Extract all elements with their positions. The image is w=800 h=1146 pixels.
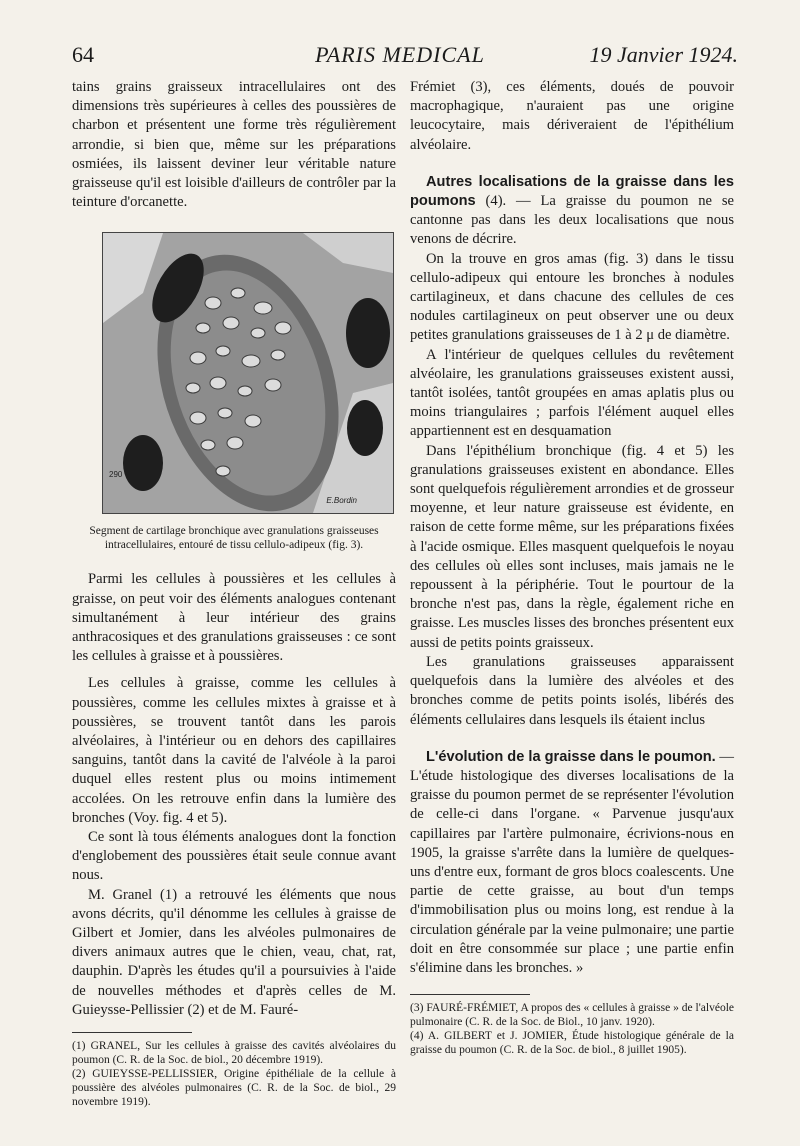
section-paragraph (410, 748, 734, 978)
paragraph: Parmi les cellules à poussières et les cellules à graisse, on peut voir des éléments analogues contenant simultanément à leur intérieur des grains anthracosiques et des granulations graisseuses : ce sont les cellules à graisse et à poussières. (72, 571, 396, 665)
paragraph: A l'intérieur de quelques cellules du revêtement alvéolaire, les granulations graisseuses existent aussi, tantôt isolées, tantôt groupées en amas aplatis plus ou moins triangulaires ; parfois l'élément auquel elles appartiennent est en desquamation (410, 346, 734, 440)
journal-title: PARIS MEDICAL (315, 42, 485, 67)
section-heading: Autres localisations de la graisse dans les poumons (410, 173, 734, 210)
footnote: (2) GUIEYSSE-PELLISSIER, Origine épithéliale de la cellule à poussière des alvéoles pulmonaires (C. R. de la Soc. de biol., 29 novembre 1919). (72, 1068, 396, 1109)
paragraph: tains grains graisseux intracellulaires ont des dimensions très supérieures à celles des poussières de charbon et présentent une forme très régulièrement arrondie, si bien que, même sur les préparations osmiées, ils laissent deviner leur véritable nature graisseuse qu'il est loisible d'ailleurs de contrôler par la teinture d'orcanette. (72, 79, 396, 211)
footnote-rule (72, 1032, 192, 1033)
paragraph: Ce sont là tous éléments analogues dont la fonction d'englobement des poussières était seule connue avant nous. (72, 829, 396, 884)
figure-3-micrograph (102, 232, 394, 514)
section-heading: L'évolution de la graisse dans le poumon. (426, 748, 716, 765)
footnote: (4) A. GILBERT et J. JOMIER, Étude histologique générale de la graisse du poumon (C. R. de la Soc. de biol., 8 juillet 1905). (410, 1030, 734, 1057)
figure-signature: E.Bordin (326, 496, 357, 506)
section-paragraph (410, 173, 734, 250)
paragraph: Les cellules à graisse, comme les cellules à poussières, comme les cellules mixtes à graisse et à poussières, se trouvent tantôt dans les parois alvéolaires, à l'intérieur ou en dehors des capillaires sanguins, tantôt dans la cavité de l'alvéole à la paroi duquel elles restent plus ou moins intimement accolées. On les retrouve enfin dans la lumière des bronches (Voy. fig. 4 et 5). (72, 675, 396, 826)
left-column (72, 78, 396, 1109)
running-header (62, 42, 738, 72)
right-column (410, 78, 734, 1057)
section-text: (4). — La graisse du poumon ne se cantonne pas dans les deux localisations que nous venons de décrire. (410, 193, 735, 248)
paragraph: On la trouve en gros amas (fig. 3) dans le tissu cellulo-adipeux qui entoure les bronches à nodules cartilagineux, et dans chacune des cellules de ces nodules cartilagineux on peut observer une ou deux petites granulations graisseuses de 1 à 2 μ de diamètre. (410, 250, 734, 344)
footnote: (1) GRANEL, Sur les cellules à graisse des cavités alvéolaires du poumon (C. R. de la Soc. de biol., 20 décembre 1919). (72, 1040, 396, 1067)
paragraph: Frémiet (3), ces éléments, doués de pouvoir macrophagique, n'auraient pas une origine leucocytaire, mais dériveraient de l'épithélium alvéolaire. (410, 79, 734, 153)
footnote-rule (410, 994, 530, 995)
figure-scale-mark: 290 (109, 470, 123, 480)
issue-date: 19 Janvier 1924. (589, 42, 738, 67)
footnote: (3) FAURÉ-FRÉMIET, A propos des « cellules à graisse » de l'alvéole pulmonaire (C. R. de la Soc. de Biol., 10 janv. 1920). (410, 1002, 734, 1029)
paragraph: Dans l'épithélium bronchique (fig. 4 et 5) les granulations graisseuses existent en abondance. Elles sont quelquefois régulièrement arrondies et de grosseur moyenne, et leur nature graisseuse est évidente, en raison de cette forme même, sur les préparations fixées à l'acide osmique. Elles masquent quelquefois le noyau des cellules où elles sont incluses, mais jamais ne le repoussent à la périphérie. Tout le pourtour de la bronche n'est pas, dans la règle, également riche en graisse. Les muscles lisses des bronches présentent eux aussi de petits points graisseux. (410, 442, 734, 651)
section-text: — L'étude histologique des diverses localisations de la graisse du poumon permet de se représenter l'évolution de celle-ci dans l'organe. « Parvenue jusqu'aux capillaires par l'artère pulmonaire, écrivions-nous en 1905, la graisse s'arrête dans la lumière de quelques-uns d'entre eux, formant de gros blocs coalescents. Une partie de cette graisse, au bout d'un temps d'immobilisation plus ou moins long, est rendue à la circulation générale par la veine pulmonaire; une partie doit en être consommée sur place ; une partie enfin s'élimine dans les bronches. » (410, 748, 734, 976)
page-number: 64 (72, 42, 94, 67)
figure-caption: Segment de cartilage bronchique avec granulations graisseuses intracellulaires, entouré de tissu cellulo-adipeux (fig. 3). (89, 525, 379, 552)
paragraph: Les granulations graisseuses apparaissent quelquefois dans la lumière des alvéoles et des bronches comme de petits points isolés, libérés des éléments cellulaires dans lesquels ils étaient inclus (410, 653, 734, 728)
micrograph-image (103, 233, 393, 513)
paragraph: M. Granel (1) a retrouvé les éléments que nous avons décrits, qu'il dénomme les cellules à graisse de Gilbert et Jomier, dans les alvéoles pulmonaires de divers animaux autres que le chien, veau, chat, rat, dauphin. D'après les études qu'il a poursuivies à l'aide de nouvelles méthodes et d'après celles de M. Guieysse-Pellissier (2) et de M. Fauré- (72, 886, 396, 1018)
